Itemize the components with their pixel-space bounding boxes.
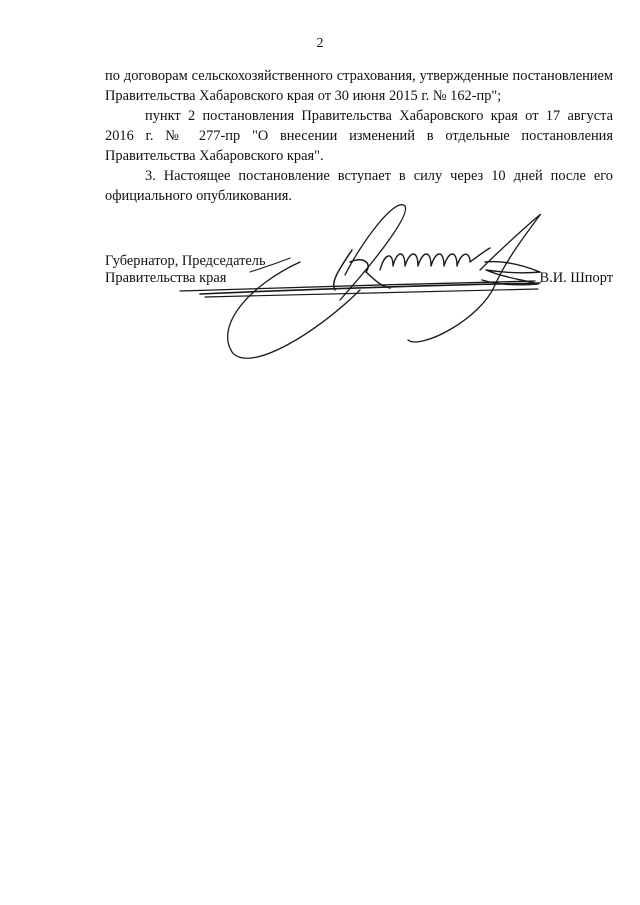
signature-block	[105, 253, 613, 287]
document-body	[105, 66, 613, 206]
signatory-title-line-2: Правительства края	[105, 270, 227, 286]
signatory-title-line-1: Губернатор, Председатель	[105, 253, 266, 269]
paragraph-continuation: по договорам сельскохозяйственного страхования, утвержденные постановлением Правительства Хабаровского края от 30 июня 2015 г. № 162-пр";	[105, 68, 613, 104]
paragraph-item-2: пункт 2 постановления Правительства Хабаровского края от 17 августа 2016 г. № 277-пр "О внесении изменений в отдельные постановления Правительства Хабаровского края".	[105, 108, 613, 164]
page-number: 2	[316, 36, 324, 51]
signatory-name: В.И. Шпорт	[539, 270, 613, 286]
paragraph-item-3: 3. Настоящее постановление вступает в силу через 10 дней после его официального опубликования.	[105, 168, 613, 204]
